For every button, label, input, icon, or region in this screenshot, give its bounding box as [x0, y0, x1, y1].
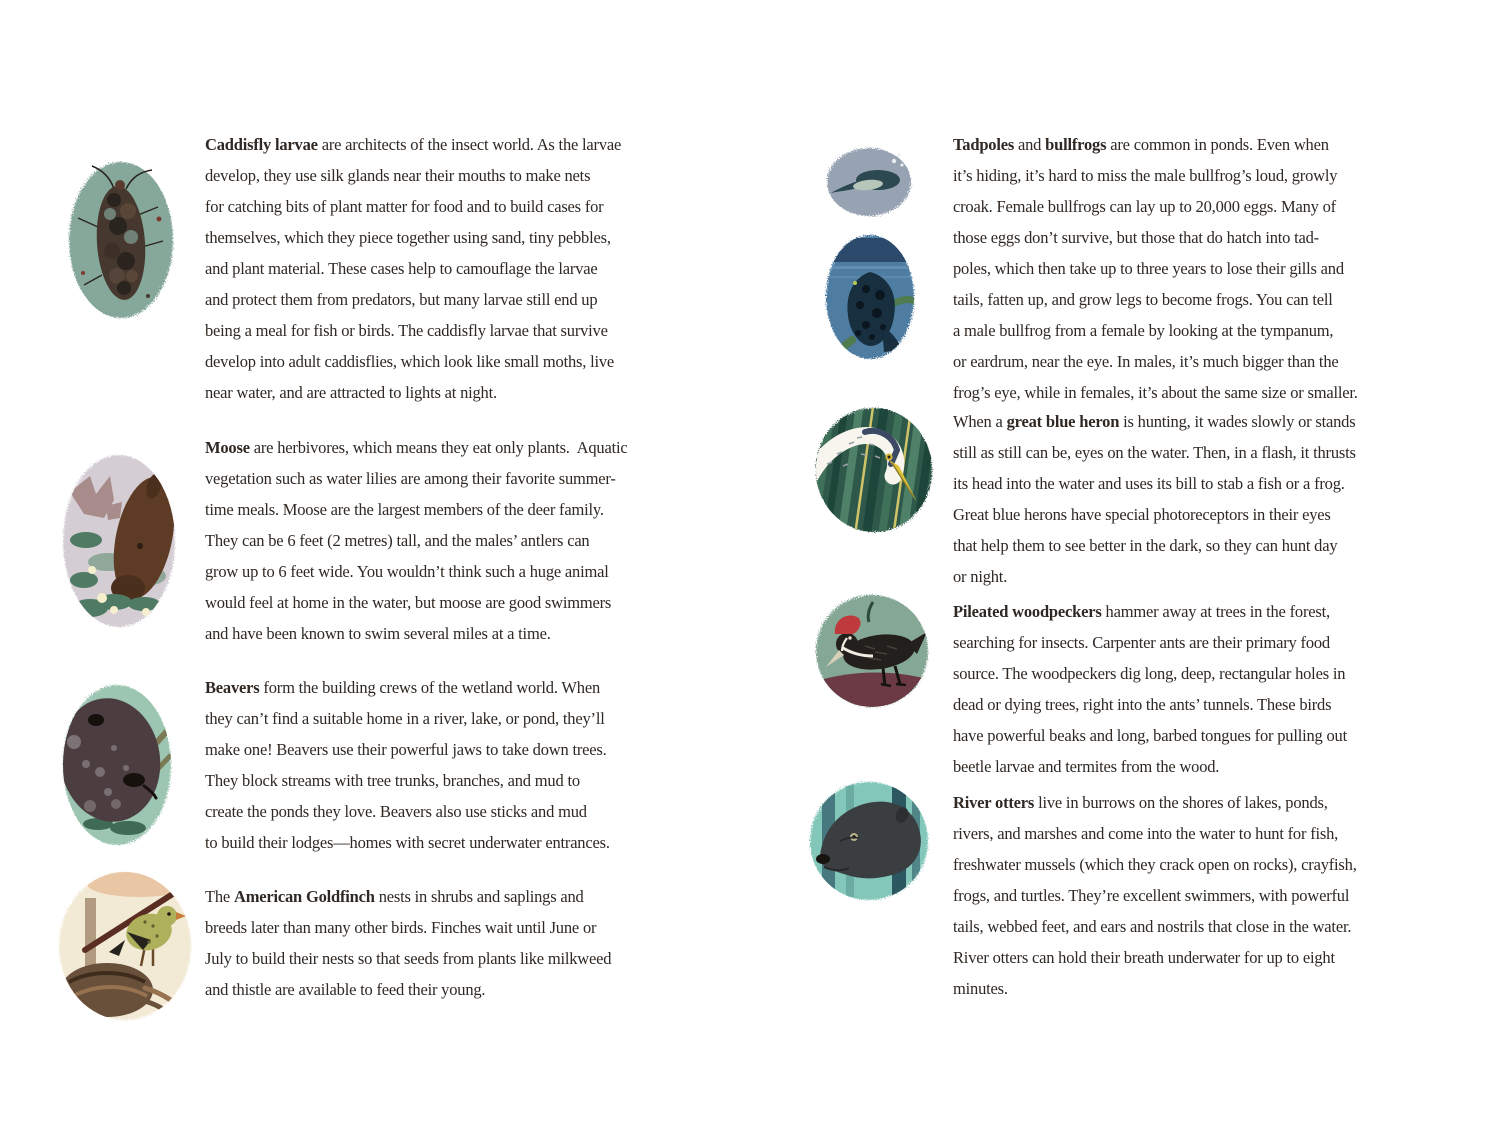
text-line: minutes. [953, 979, 1008, 998]
text-line: dead or dying trees, right into the ants’ tunnels. These birds [953, 695, 1332, 714]
text-line: searching for insects. Carpenter ants are their primary food [953, 633, 1330, 652]
text-line: The American Goldfinch nests in shrubs and saplings and [205, 887, 584, 906]
text-line: River otters live in burrows on the shores of lakes, ponds, [953, 793, 1328, 812]
beaver-illustration [56, 678, 178, 852]
text-line: Caddisfly larvae are architects of the insect world. As the larvae [205, 135, 622, 154]
text-line: poles, which then take up to three years to lose their gills and [953, 259, 1344, 278]
text-line: time meals. Moose are the largest members of the deer family. [205, 500, 604, 519]
text-line: those eggs don’t survive, but those that do hatch into tad- [953, 228, 1319, 247]
text-line: and thistle are available to feed their young. [205, 980, 486, 999]
text-line: vegetation such as water lilies are among their favorite summer- [205, 469, 616, 488]
text-line: and have been known to swim several miles at a time. [205, 624, 551, 643]
text-line: Great blue herons have special photoreceptors in their eyes [953, 505, 1331, 524]
text-line: Tadpoles and bullfrogs are common in ponds. Even when [953, 135, 1329, 154]
text-line: grow up to 6 feet wide. You wouldn’t think such a huge animal [205, 562, 609, 581]
text-line: and plant material. These cases help to camouflage the larvae [205, 259, 598, 278]
text-line: that help them to see better in the dark, so they can hunt day [953, 536, 1338, 555]
text-line: they can’t find a suitable home in a river, lake, or pond, they’ll [205, 709, 605, 728]
text-line: Beavers form the building crews of the wetland world. When [205, 678, 600, 697]
text-line: River otters can hold their breath underwater for up to eight [953, 948, 1335, 967]
text-line: beetle larvae and termites from the wood. [953, 757, 1220, 776]
river-otters-paragraph [953, 787, 1357, 1004]
text-line: and protect them from predators, but many larvae still end up [205, 290, 598, 309]
text-line: July to build their nests so that seeds from plants like milkweed [205, 949, 612, 968]
caddisfly-larvae-paragraph [205, 129, 621, 408]
caddisfly-larvae-illustration [62, 155, 180, 325]
text-line: themselves, which they piece together using sand, tiny pebbles, [205, 228, 611, 247]
pileated-woodpeckers-paragraph [953, 596, 1347, 782]
pileated-woodpecker-illustration [813, 592, 931, 710]
text-line: croak. Female bullfrogs can lay up to 20,000 eggs. Many of [953, 197, 1336, 216]
text-line: When a great blue heron is hunting, it wades slowly or stands [953, 412, 1356, 431]
text-line: for catching bits of plant matter for food and to build cases for [205, 197, 604, 216]
text-line: a male bullfrog from a female by looking at the tympanum, [953, 321, 1334, 340]
text-line: freshwater mussels (which they crack open on rocks), crayfish, [953, 855, 1357, 874]
text-line: Moose are herbivores, which means they eat only plants. Aquatic [205, 438, 628, 457]
tadpole-illustration [824, 144, 914, 220]
text-line: it’s hiding, it’s hard to miss the male bullfrog’s loud, growly [953, 166, 1338, 185]
text-line: tails, webbed feet, and ears and nostrils that close in the water. [953, 917, 1352, 936]
great-blue-heron-paragraph [953, 406, 1356, 592]
beavers-paragraph [205, 672, 610, 858]
text-line: would feel at home in the water, but moose are good swimmers [205, 593, 612, 612]
text-line: breeds later than many other birds. Finches wait until June or [205, 918, 597, 937]
american-goldfinch-paragraph [205, 881, 611, 1005]
great-blue-heron-illustration [813, 406, 935, 538]
text-line: develop into adult caddisflies, which look like small moths, live [205, 352, 615, 371]
text-line: near water, and are attracted to lights at night. [205, 383, 497, 402]
bullfrog-illustration [822, 232, 918, 362]
text-line: frog’s eye, while in females, it’s about the same size or smaller. [953, 383, 1358, 402]
text-line: its head into the water and uses its bill to stab a fish or a frog. [953, 474, 1345, 493]
text-line: They can be 6 feet (2 metres) tall, and the males’ antlers can [205, 531, 590, 550]
text-line: or eardrum, near the eye. In males, it’s much bigger than the [953, 352, 1339, 371]
text-line: being a meal for fish or birds. The caddisfly larvae that survive [205, 321, 608, 340]
moose-paragraph [205, 432, 628, 649]
text-line: or night. [953, 567, 1008, 586]
text-line: still as still can be, eyes on the water. Then, in a flash, it thrusts [953, 443, 1356, 462]
text-line: create the ponds they love. Beavers also use sticks and mud [205, 802, 587, 821]
text-line: frogs, and turtles. They’re excellent swimmers, with powerful [953, 886, 1350, 905]
text-line: They block streams with tree trunks, branches, and mud to [205, 771, 580, 790]
moose-illustration [56, 448, 182, 634]
text-line: make one! Beavers use their powerful jaws to take down trees. [205, 740, 607, 759]
text-line: source. The woodpeckers dig long, deep, rectangular holes in [953, 664, 1346, 683]
text-line: tails, fatten up, and grow legs to become frogs. You can tell [953, 290, 1333, 309]
text-line: to build their lodges—homes with secret underwater entrances. [205, 833, 610, 852]
tadpoles-bullfrogs-paragraph [953, 129, 1358, 408]
river-otter-illustration [806, 777, 932, 905]
text-line: have powerful beaks and long, barbed tongues for pulling out [953, 726, 1347, 745]
text-line: Pileated woodpeckers hammer away at trees in the forest, [953, 602, 1330, 621]
text-line: rivers, and marshes and come into the water to hunt for fish, [953, 824, 1339, 843]
american-goldfinch-illustration [57, 870, 193, 1022]
text-line: develop, they use silk glands near their mouths to make nets [205, 166, 591, 185]
